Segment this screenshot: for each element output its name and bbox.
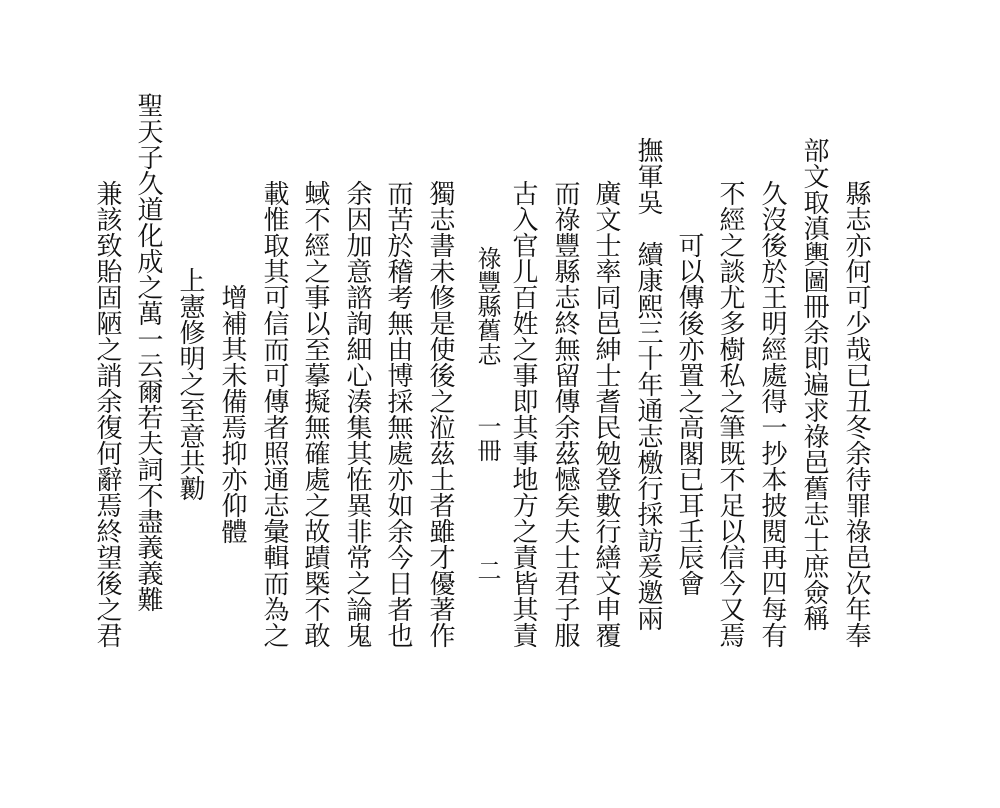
text-column-10: 獨志書未修是使後之涖茲土者雖才優著作: [425, 180, 455, 648]
text-column-14: 載惟取其可信而可傳者照通志彙輯而為之: [259, 180, 289, 648]
text-column-12: 余因加意諮詢細心湊集其恠異非常之論鬼: [342, 180, 372, 648]
text-column-2: 部文取滇輿圖冊余即遍求祿邑舊志士庶僉稱: [799, 137, 829, 631]
text-column-7: 廣文士率同邑紳士耆民勉登數行繕文申覆: [591, 180, 621, 648]
text-column-6: 撫軍吳 續康熙三十年通志檄行採訪爰邀兩: [633, 137, 663, 631]
text-column-17: 聖天子久道化成之萬一云爾若夫詞不盡義義難: [133, 92, 163, 612]
text-column-5: 可以傳後亦置之高閣已耳壬辰會: [674, 232, 704, 596]
text-column-16: 上憲修明之至意共勷: [175, 267, 205, 501]
text-column-8: 而祿豐縣志終無留傳余茲憾矣夫士君子服: [550, 180, 580, 648]
text-column-1: 縣志亦何可少哉已丑冬余待罪祿邑次年奉: [841, 180, 871, 648]
text-column-15: 增補其未備焉抑亦仰體: [217, 284, 247, 544]
text-column-18: 兼該致貽固陋之誚余復何辭焉終望後之君: [92, 180, 122, 648]
text-column-9: 古入官儿百姓之事即其事地方之責皆其責: [508, 180, 538, 648]
text-column-4: 不經之談尤多樹私之筆既不足以信今又焉: [715, 180, 745, 648]
fold-margin-label: 祿豐縣舊志 一冊 二: [473, 246, 501, 582]
text-column-13: 蜮不經之事以至摹擬無確處之故蹟槩不敢: [300, 180, 330, 648]
text-column-11: 而苦於稽考無由博採無處亦如余今日者也: [383, 180, 413, 648]
text-column-3: 久沒後於王明經處得一抄本披閱再四每有: [757, 180, 787, 648]
